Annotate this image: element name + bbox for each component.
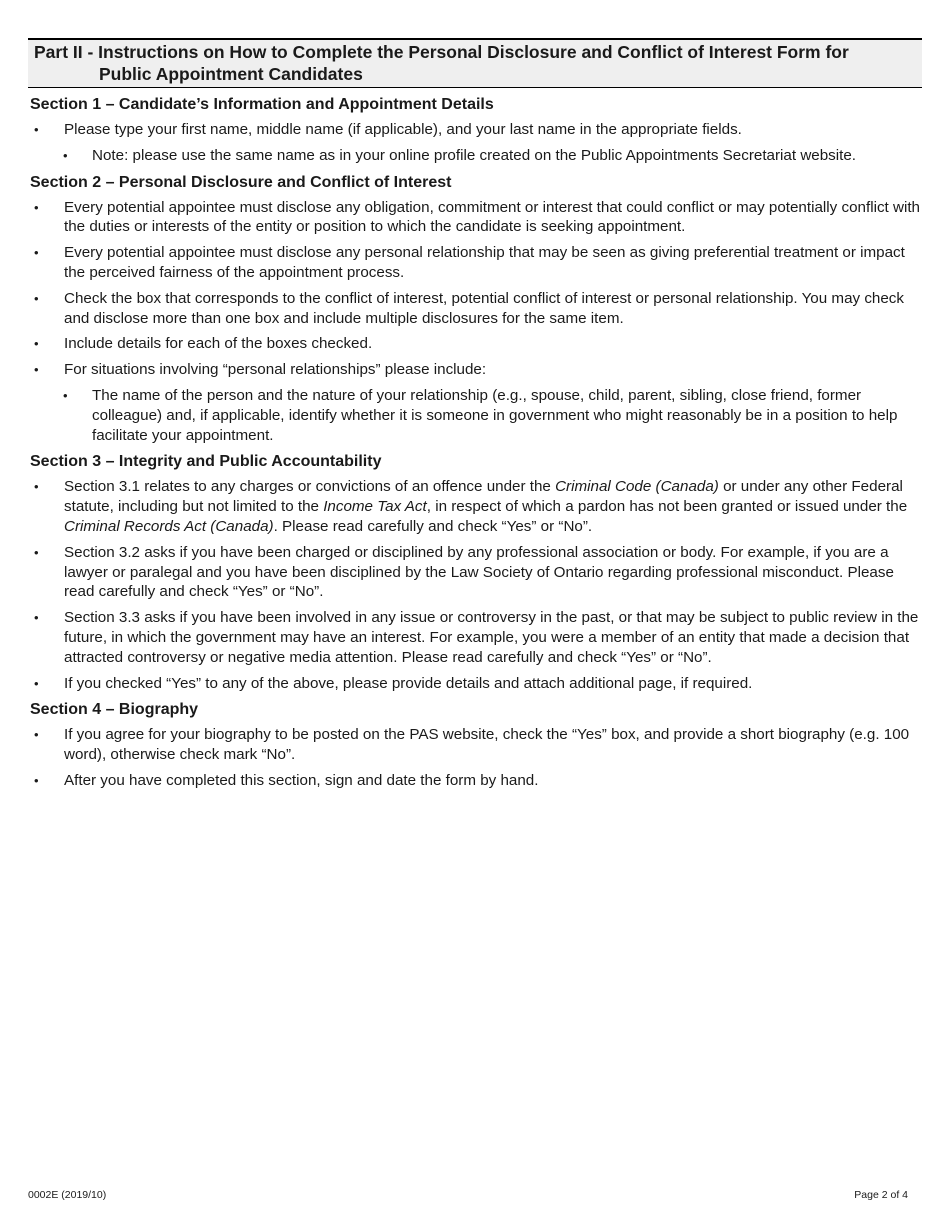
text-run: Section 3.1 relates to any charges or convictions of an offence under the xyxy=(64,478,556,496)
part-header xyxy=(28,38,922,88)
section-4-list xyxy=(28,725,922,790)
page-number: Page 2 of 4 xyxy=(854,1189,908,1201)
section-1-sublist xyxy=(28,146,922,166)
list-item xyxy=(28,477,922,536)
section-2-list xyxy=(28,198,922,380)
statute-name: Income Tax Act xyxy=(323,498,427,516)
form-code: 0002E (2019/10) xyxy=(28,1189,107,1201)
section-3-title: Section 3 – Integrity and Public Accountability xyxy=(30,453,382,471)
section-1-title: Section 1 – Candidate’s Information and Appointment Details xyxy=(30,96,494,113)
list-item: • If you agree for your biography to be posted on the PAS website, check the “Yes” box, and provide a short biography (e.g. 100 word), otherwise check mark “No”. xyxy=(28,725,922,765)
part-header-line1: Part II - Instructions on How to Complete the Personal Disclosure and Conflict of Interest Form for xyxy=(34,42,849,62)
section-2-sublist xyxy=(28,386,922,445)
list-item: • Section 3.2 asks if you have been charged or disciplined by any professional association or body. For example, if you are a lawyer or paralegal and you have been disciplined by the Law Society of Ontario regarding professional misconduct. Please read carefully and check “Yes” or “No”. xyxy=(28,543,922,602)
list-item: • Check the box that corresponds to the conflict of interest, potential conflict of interest or personal relationship. You may check and disclose more than one box and include multiple disclosures for the same item. xyxy=(28,289,922,329)
text-run: , in respect of which a pardon has not been granted or issued under the xyxy=(426,498,908,516)
list-item: • Please type your first name, middle name (if applicable), and your last name in the appropriate fields. xyxy=(28,120,922,140)
list-item: • Section 3.3 asks if you have been involved in any issue or controversy in the past, or that may be subject to public review in the future, in which the government may have an interest. For example, you were a member of an entity that made a decision that attracted controversy or negative media attention. Please read carefully and check “Yes” or “No”. xyxy=(28,608,922,667)
section-2-title: Section 2 – Personal Disclosure and Conflict of Interest xyxy=(30,173,452,191)
list-item: • Every potential appointee must disclose any obligation, commitment or interest that could conflict or may potentially conflict with the duties or interests of the entity or position to which the candidate is seeking appointment. xyxy=(28,198,922,238)
section-4-title: Section 4 – Biography xyxy=(30,701,199,719)
list-item: • If you checked “Yes” to any of the above, please provide details and attach additional page, if required. xyxy=(28,674,922,694)
list-item: • Note: please use the same name as in your online profile created on the Public Appointments Secretariat website. xyxy=(28,146,922,166)
list-item: • The name of the person and the nature of your relationship (e.g., spouse, child, parent, sibling, close friend, former colleague) and, if applicable, identify whether it is someone in government who might reasonably be in a position to help facilitate your appointment. xyxy=(28,386,922,445)
list-item: • For situations involving “personal relationships” please include: xyxy=(28,360,922,380)
part-header-line2: Public Appointment Candidates xyxy=(99,64,363,84)
list-item: • After you have completed this section, sign and date the form by hand. xyxy=(28,771,922,791)
section-3-list xyxy=(28,477,922,693)
text-run: or under any other Federal statute, including but not limited to the xyxy=(64,478,903,516)
list-item: • Every potential appointee must disclose any personal relationship that may be seen as giving preferential treatment or impact the perceived fairness of the appointment process. xyxy=(28,243,922,283)
statute-name: Criminal Code (Canada) xyxy=(555,478,719,496)
text-run: . Please read carefully and check “Yes” or “No”. xyxy=(273,517,593,535)
list-item: • Include details for each of the boxes checked. xyxy=(28,334,922,354)
instructions-page xyxy=(28,38,922,797)
statute-name: Criminal Records Act (Canada) xyxy=(64,517,274,535)
section-1-list xyxy=(28,120,922,140)
